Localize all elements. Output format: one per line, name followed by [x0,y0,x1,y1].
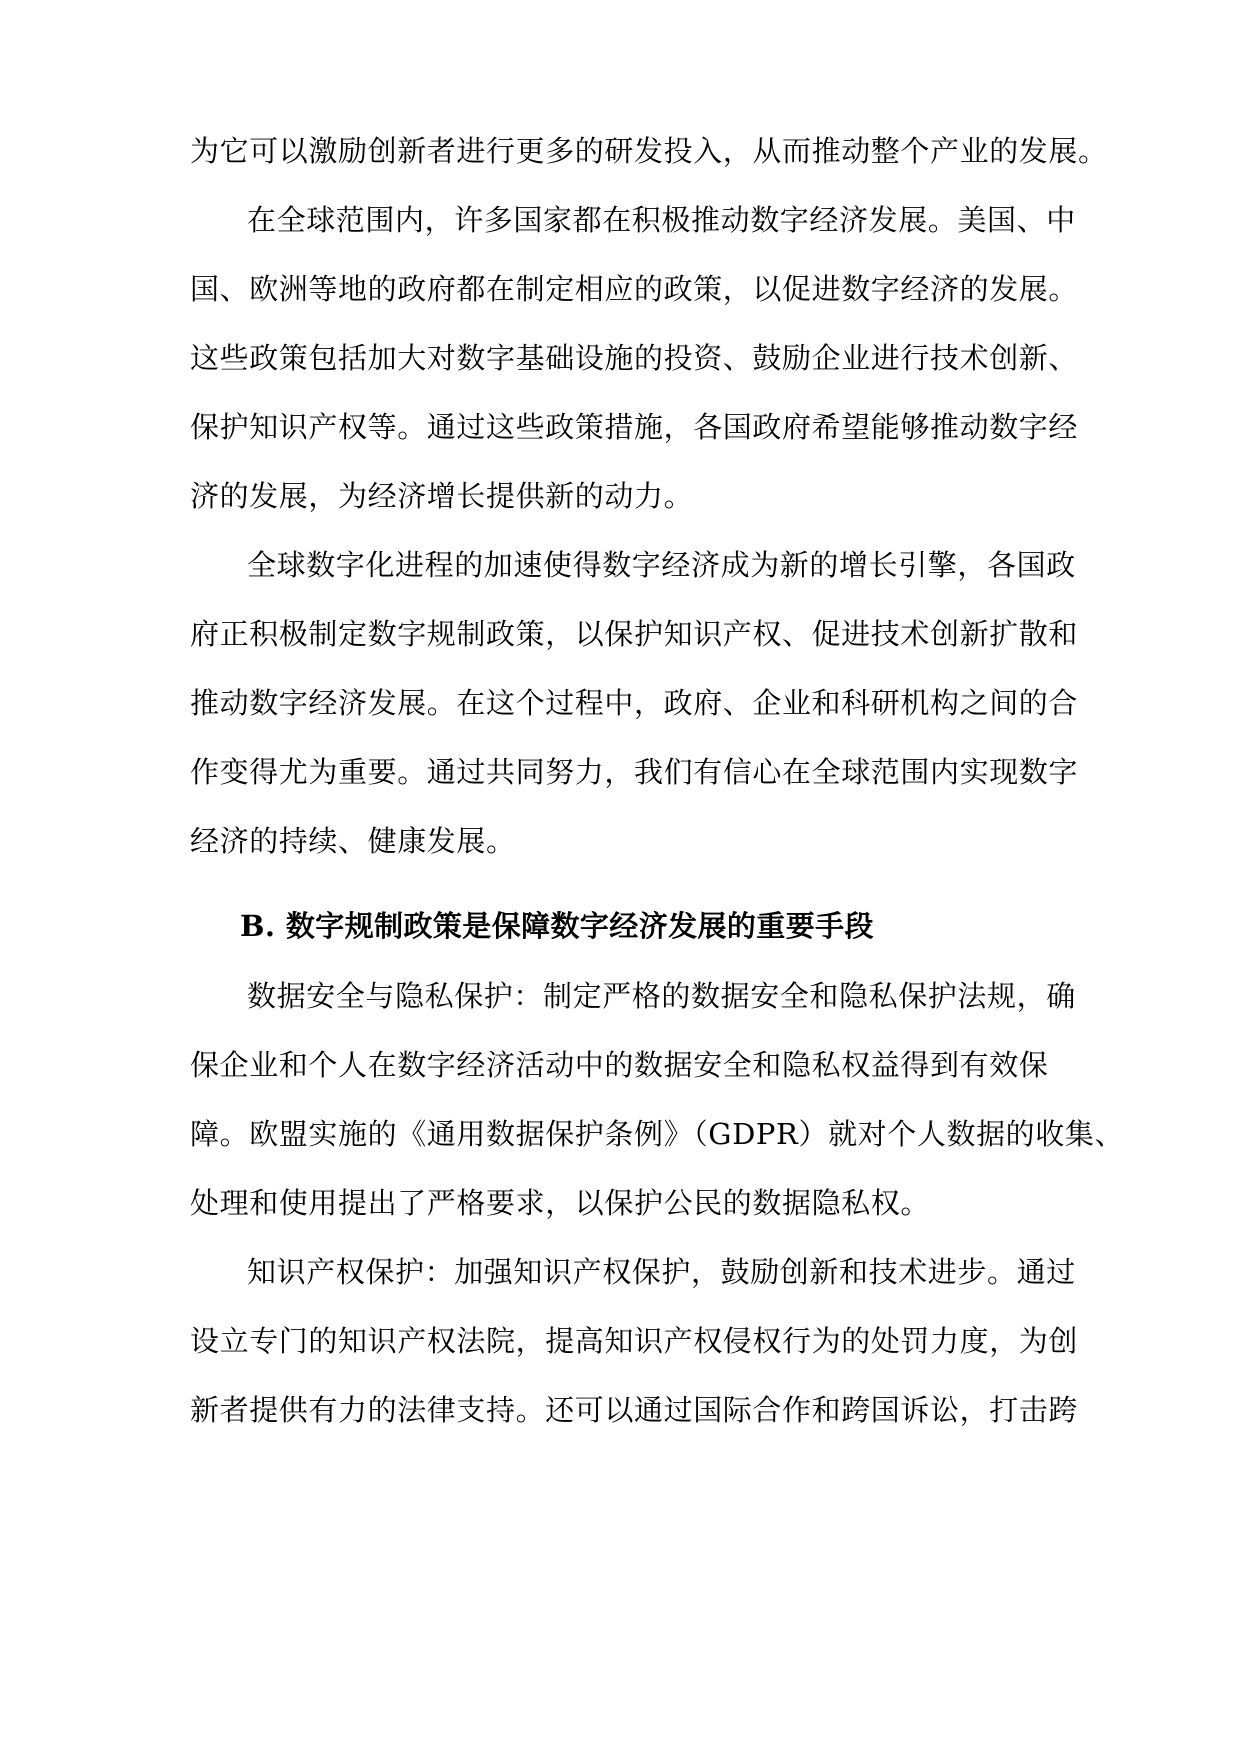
paragraph-line: 国、欧洲等地的政府都在制定相应的政策，以促进数字经济的发展。 [190,272,1079,306]
paragraph-line: 济的发展，为经济增长提供新的动力。 [190,479,694,513]
paragraph-line: 府正积极制定数字规制政策，以保护知识产权、促进技术创新扩散和 [190,617,1079,651]
paragraph-line: 为它可以激励创新者进行更多的研发投入，从而推动整个产业的发展。 [190,134,1108,168]
paragraph-line: 保企业和个人在数字经济活动中的数据安全和隐私权益得到有效保 [190,1048,1049,1082]
paragraph-line: 经济的持续、健康发展。 [190,824,516,858]
paragraph-line: 处理和使用提出了严格要求，以保护公民的数据隐私权。 [190,1186,931,1220]
paragraph-line: 在全球范围内，许多国家都在积极推动数字经济发展。美国、中 [247,203,1076,237]
paragraph-line: 数据安全与隐私保护：制定严格的数据安全和隐私保护法规，确 [247,979,1076,1013]
paragraph-line: 推动数字经济发展。在这个过程中，政府、企业和科研机构之间的合 [190,686,1079,720]
section-heading: B. 数字规制政策是保障数字经济发展的重要手段 [240,909,874,943]
paragraph-line: 知识产权保护：加强知识产权保护，鼓励创新和技术进步。通过 [247,1255,1076,1289]
paragraph-line: 设立专门的知识产权法院，提高知识产权侵权行为的处罚力度，为创 [190,1324,1079,1358]
paragraph-line: 全球数字化进程的加速使得数字经济成为新的增长引擎，各国政 [247,548,1076,582]
paragraph-line: 这些政策包括加大对数字基础设施的投资、鼓励企业进行技术创新、 [190,341,1079,375]
paragraph-line: 障。欧盟实施的《通用数据保护条例》（GDPR）就对个人数据的收集、 [190,1117,1125,1151]
paragraph-line: 新者提供有力的法律支持。还可以通过国际合作和跨国诉讼，打击跨 [190,1393,1079,1427]
paragraph-line: 作变得尤为重要。通过共同努力，我们有信心在全球范围内实现数字 [190,755,1079,789]
paragraph-line: 保护知识产权等。通过这些政策措施，各国政府希望能够推动数字经 [190,410,1079,444]
